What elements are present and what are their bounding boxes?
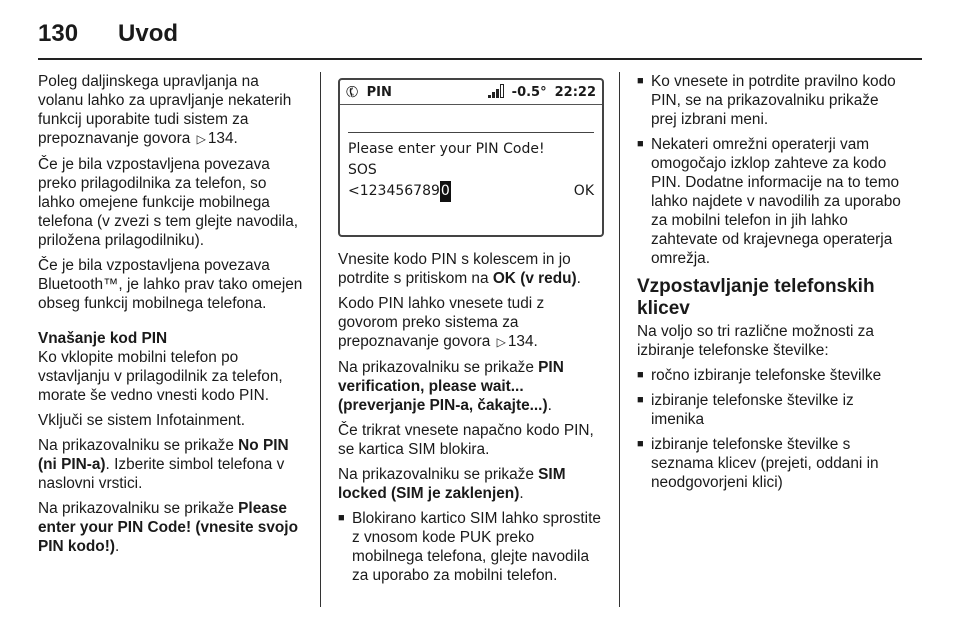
column-divider-1 bbox=[320, 72, 321, 607]
display-message: PIN verification, please wait... (preverjanje PIN-a, čakajte...) bbox=[338, 359, 564, 414]
pin-cursor[interactable]: 0 bbox=[440, 181, 451, 202]
paragraph: Na voljo so tri različne možnosti za izbiranje telefonske številke: bbox=[637, 323, 874, 359]
paragraph: Na prikazovalniku se prikaže Please enter your PIN Code! (vnesite svojo PIN kodo!). bbox=[38, 500, 298, 555]
bullet-list bbox=[637, 72, 901, 268]
signal-strength-icon bbox=[488, 86, 504, 98]
screen-body bbox=[348, 132, 594, 202]
list-item: ■ izbiranje telefonske številke s seznama klicev (prejeti, oddani in neodgovorjeni klici) bbox=[637, 435, 901, 492]
list-item: ■ Ko vnesete in potrdite pravilno kodo PIN, se na prikazovalniku prikaže prej izbrani meni. bbox=[637, 72, 901, 129]
paragraph bbox=[38, 72, 304, 149]
pin-digits: 123456789 bbox=[359, 183, 440, 199]
paragraph: Vključi se sistem Infotainment. bbox=[38, 412, 245, 429]
phone-icon: ✆ bbox=[342, 81, 363, 103]
section-heading: Vzpostavljanje telefonskih klicev bbox=[637, 276, 875, 319]
display-message: No PIN (ni PIN-a) bbox=[38, 437, 289, 473]
page-ref-arrow-icon: ▷ bbox=[496, 335, 506, 349]
paragraph: Na prikazovalniku se prikaže PIN verification, please wait... (preverjanje PIN-a, čakajte...). bbox=[338, 359, 564, 414]
temperature-readout: -0.5° bbox=[511, 84, 547, 100]
display-message: SIM locked (SIM je zaklenjen) bbox=[338, 466, 566, 502]
page-ref[interactable]: 134. bbox=[507, 333, 538, 350]
chapter-title: Uvod bbox=[118, 20, 179, 47]
paragraph: Na prikazovalniku se prikaže No PIN (ni PIN-a). Izberite simbol telefona v naslovni vrstici. bbox=[38, 437, 289, 492]
pin-input-row[interactable] bbox=[348, 181, 594, 202]
page-ref[interactable]: 134. bbox=[207, 130, 238, 147]
subheading: Vnašanje kod PIN bbox=[38, 330, 168, 347]
column-2 bbox=[338, 250, 602, 591]
pin-entry-screen bbox=[338, 78, 604, 237]
paragraph: Ko vklopite mobilni telefon po vstavljanju v prilagodilnik za telefon, morate še vedno vnesti kodo PIN. bbox=[38, 349, 283, 404]
page-header bbox=[38, 14, 178, 54]
page-ref-arrow-icon: ▷ bbox=[196, 132, 206, 146]
paragraph: Vnesite kodo PIN s kolescem in jo potrdite s pritiskom na OK (v redu). bbox=[338, 251, 581, 287]
option-list bbox=[637, 366, 901, 492]
display-message: OK (v redu) bbox=[492, 270, 577, 287]
backspace-icon[interactable]: < bbox=[348, 183, 360, 199]
column-1 bbox=[38, 72, 304, 562]
paragraph: Če trikrat vnesete napačno kodo PIN, se kartica SIM blokira. bbox=[338, 422, 594, 458]
column-3 bbox=[637, 72, 901, 498]
column-divider-2 bbox=[619, 72, 620, 607]
paragraph: Če je bila vzpostavljena povezava preko prilagodilnika za telefon, so lahko omejene funkcije mobilnega telefona (v zvezi s tem glejte navodila, priložena prilagodilniku). bbox=[38, 156, 299, 249]
screen-title: PIN bbox=[366, 84, 392, 100]
list-item: ■ izbiranje telefonske številke iz imenika bbox=[637, 391, 901, 429]
list-item: ■ Blokirano kartico SIM lahko sprostite z vnosom kode PUK preko mobilnega telefona, glejte navodila za uporabo za mobilni telefon. bbox=[338, 509, 602, 585]
bullet-list bbox=[338, 509, 602, 585]
header-divider bbox=[38, 58, 922, 60]
ok-button[interactable]: OK bbox=[573, 183, 594, 199]
list-item: ■ Nekateri omrežni operaterji vam omogočajo izklop zahteve za kodo PIN. Dodatne informacije na to temo lahko najdete v navodilih za uporabo za mobilni telefon in jih lahko zahtevate od krajevnega operaterja omrežja. bbox=[637, 135, 901, 268]
list-item: ■ ročno izbiranje telefonske številke bbox=[637, 366, 901, 385]
page-number: 130 bbox=[38, 20, 79, 47]
sos-option[interactable]: SOS bbox=[348, 162, 377, 178]
display-message: Please enter your PIN Code! (vnesite svojo PIN kodo!) bbox=[38, 500, 298, 555]
paragraph: Na prikazovalniku se prikaže SIM locked (SIM je zaklenjen). bbox=[338, 466, 566, 502]
paragraph-text: Poleg daljinskega upravljanja na volanu lahko za upravljanje nekaterih funkcij uporabite tudi sistem za prepoznavanje govora bbox=[38, 73, 292, 147]
paragraph: Kodo PIN lahko vnesete tudi z govorom preko sistema za prepoznavanje govora ▷ 134. bbox=[338, 295, 545, 350]
paragraph: Če je bila vzpostavljena povezava Bluetooth™, je lahko prav tako omejen obseg funkcij mobilnega telefona. bbox=[38, 257, 303, 312]
screen-status-bar bbox=[340, 80, 602, 105]
clock: 22:22 bbox=[554, 84, 596, 100]
pin-prompt: Please enter your PIN Code! bbox=[348, 141, 545, 157]
